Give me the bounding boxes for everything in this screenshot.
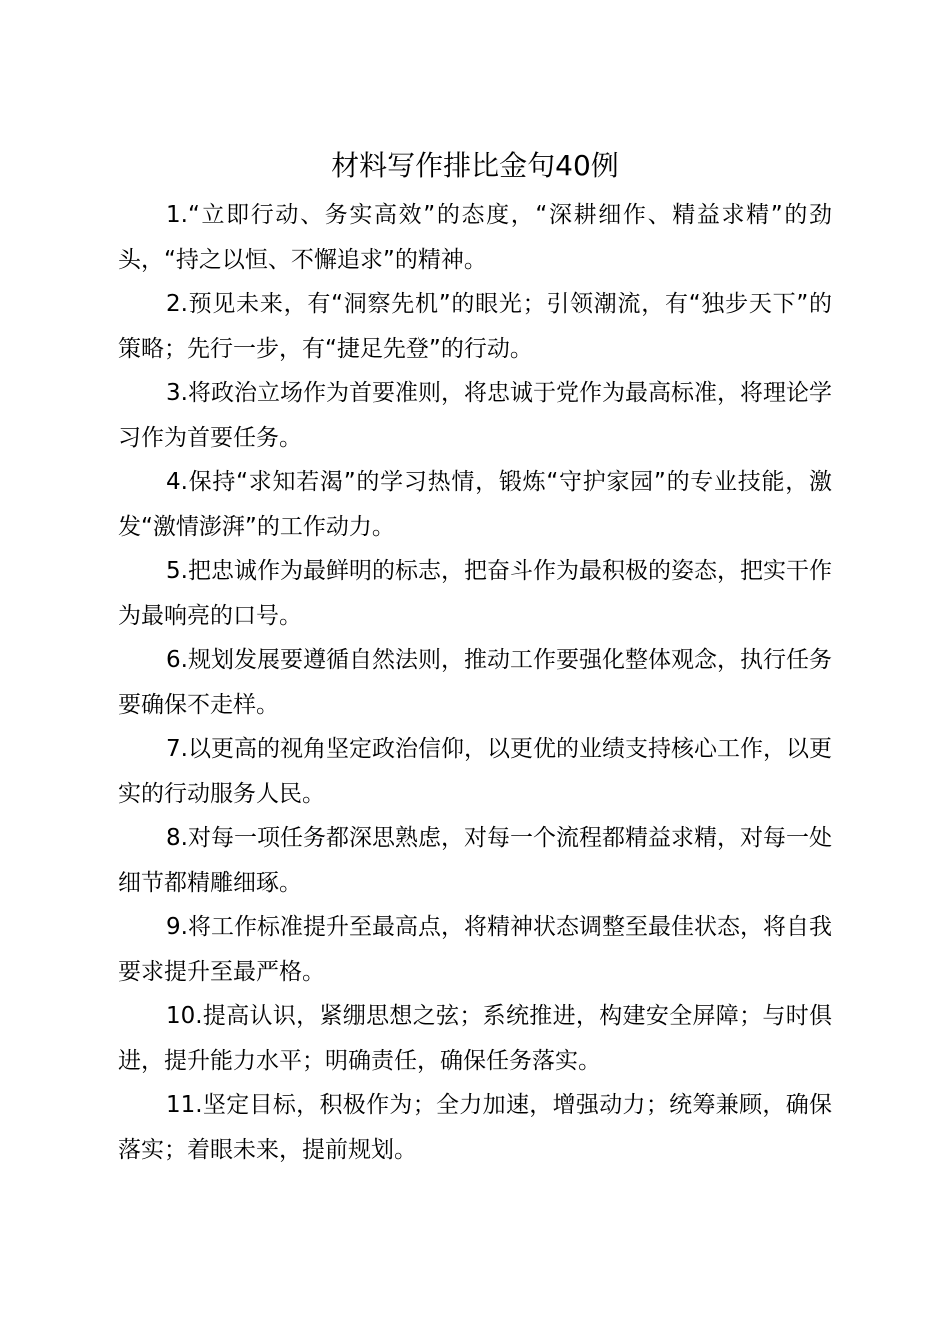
paragraph-11: 11.坚定目标，积极作为；全力加速，增强动力；统筹兼顾，确保落实；着眼未来，提前规划。 [118, 1092, 832, 1163]
paragraph-10: 10.提高认识，紧绷思想之弦；系统推进，构建安全屏障；与时俱进，提升能力水平；明确责任，确保任务落实。 [118, 1003, 832, 1074]
paragraph-3: 3.将政治立场作为首要准则，将忠诚于党作为最高标准，将理论学习作为首要任务。 [118, 380, 832, 451]
paragraph-2: 2.预见未来，有“洞察先机”的眼光；引领潮流，有“独步天下”的策略；先行一步，有“捷足先登”的行动。 [118, 291, 832, 362]
paragraph-8: 8.对每一项任务都深思熟虑，对每一个流程都精益求精，对每一处细节都精雕细琢。 [118, 825, 832, 896]
paragraph-9: 9.将工作标准提升至最高点，将精神状态调整至最佳状态，将自我要求提升至最严格。 [118, 914, 832, 985]
paragraph-6: 6.规划发展要遵循自然法则，推动工作要强化整体观念，执行任务要确保不走样。 [118, 647, 832, 718]
paragraph-7: 7.以更高的视角坚定政治信仰，以更优的业绩支持核心工作，以更实的行动服务人民。 [118, 736, 832, 807]
paragraph-4: 4.保持“求知若渴”的学习热情，锻炼“守护家园”的专业技能，激发“激情澎湃”的工作动力。 [118, 469, 832, 540]
document-body [118, 193, 832, 1172]
paragraph-1: 1.“立即行动、务实高效”的态度，“深耕细作、精益求精”的劲头，“持之以恒、不懈追求”的精神。 [118, 202, 832, 273]
document-title: 材料写作排比金句40例 [331, 149, 619, 182]
paragraph-5: 5.把忠诚作为最鲜明的标志，把奋斗作为最积极的姿态，把实干作为最响亮的口号。 [118, 558, 832, 629]
